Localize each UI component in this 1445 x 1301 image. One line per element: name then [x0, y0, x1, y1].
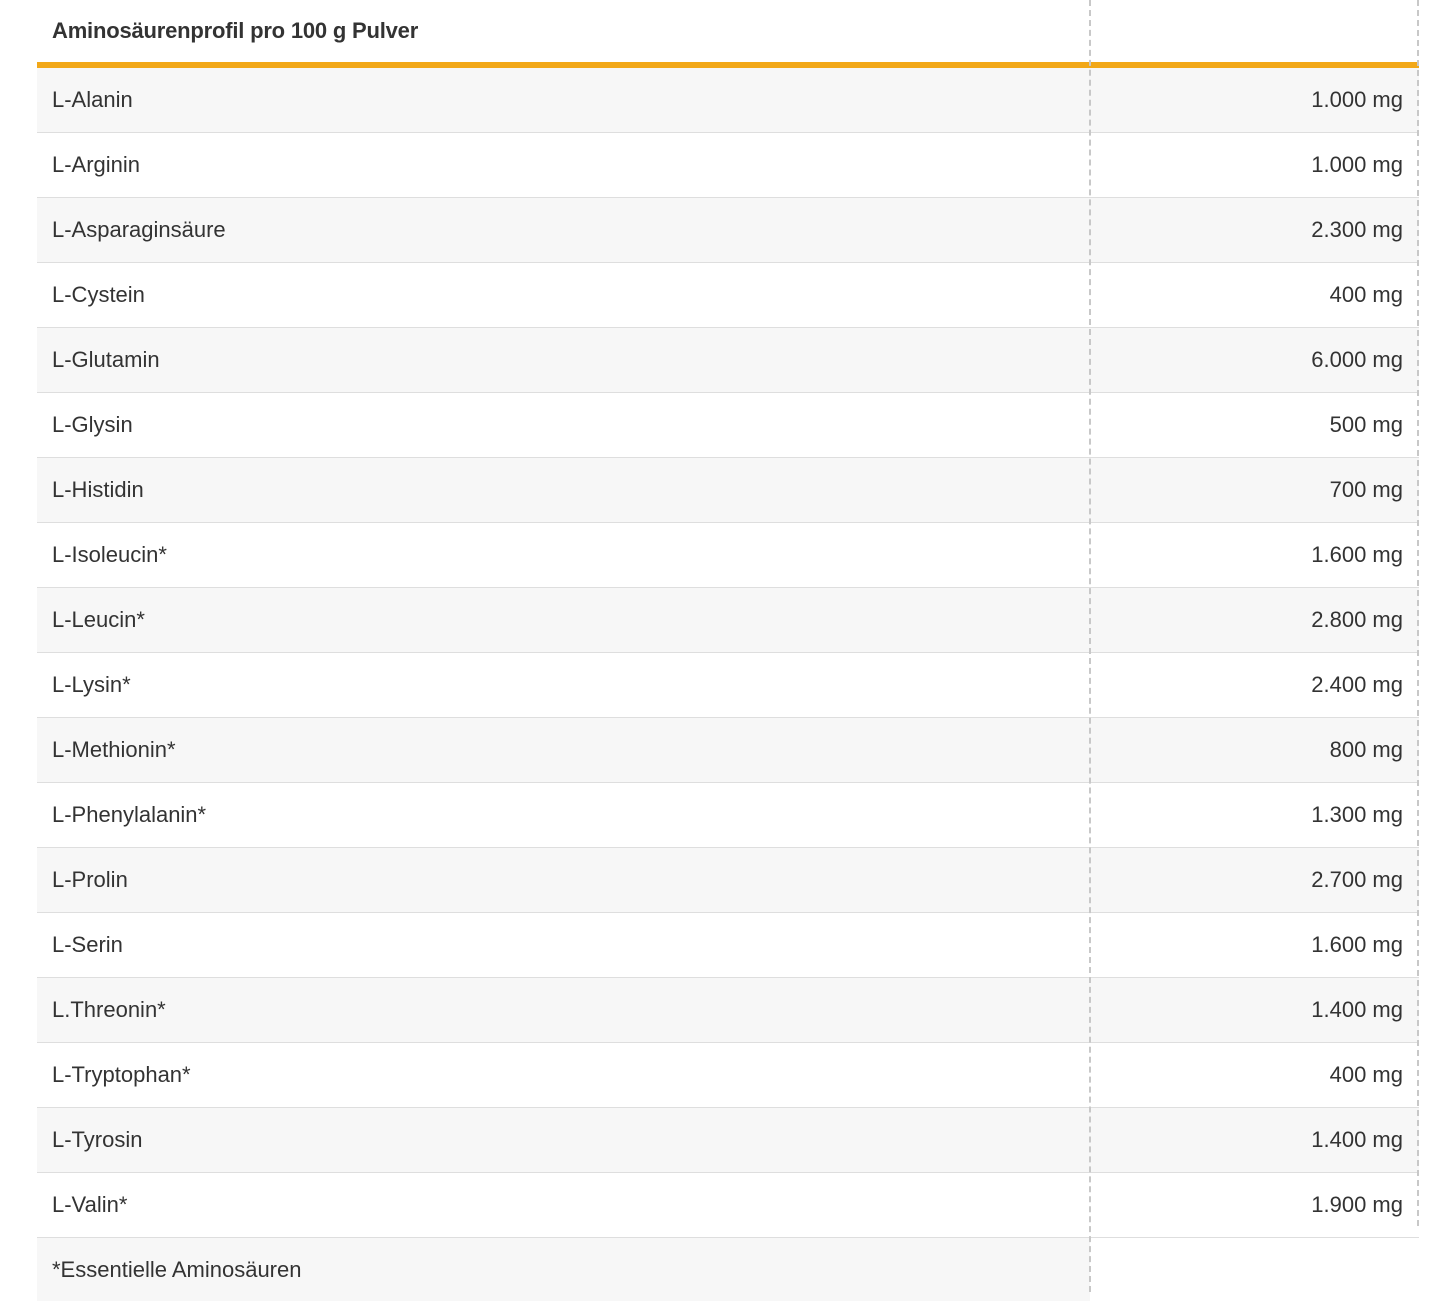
amino-acid-name: L-Alanin [52, 87, 133, 112]
footnote: *Essentielle Aminosäuren [52, 1257, 302, 1282]
table-row [37, 718, 1419, 783]
amino-acid-name: L-Glutamin [52, 347, 160, 372]
table-row [37, 393, 1419, 458]
amino-acid-name: L-Prolin [52, 867, 128, 892]
table-row [37, 328, 1419, 393]
amino-acid-amount: 6.000 mg [1311, 347, 1403, 372]
amino-acid-table [37, 0, 1419, 1301]
amino-acid-amount: 500 mg [1329, 412, 1403, 437]
amino-acid-amount: 2.800 mg [1311, 607, 1403, 632]
amino-acid-name: L-Glysin [52, 412, 133, 437]
amino-acid-name: L-Isoleucin* [52, 542, 167, 567]
table-body [37, 68, 1419, 1238]
amino-acid-name: L-Tryptophan* [52, 1062, 191, 1087]
amino-acid-name: L-Valin* [52, 1192, 128, 1217]
table-row [37, 588, 1419, 653]
amino-acid-amount: 1.600 mg [1311, 542, 1403, 567]
amino-acid-name: L-Leucin* [52, 607, 145, 632]
amino-acid-amount: 2.700 mg [1311, 867, 1403, 892]
table-row [37, 1108, 1419, 1173]
column-divider-dashed [1089, 0, 1091, 1292]
table-row [37, 133, 1419, 198]
table-right-border-dashed [1417, 0, 1419, 1226]
table-row [37, 1173, 1419, 1238]
table-row [37, 653, 1419, 718]
amino-acid-name: L-Cystein [52, 282, 145, 307]
table-row [37, 848, 1419, 913]
amino-acid-amount: 1.300 mg [1311, 802, 1403, 827]
amino-acid-amount: 1.000 mg [1311, 87, 1403, 112]
amino-acid-amount: 400 mg [1329, 1062, 1403, 1087]
table-row [37, 68, 1419, 133]
amino-acid-name: L-Serin [52, 932, 123, 957]
amino-acid-amount: 1.400 mg [1311, 1127, 1403, 1152]
table-row [37, 523, 1419, 588]
table-row [37, 1043, 1419, 1108]
table-row [37, 458, 1419, 523]
table-title: Aminosäurenprofil pro 100 g Pulver [52, 18, 419, 43]
amino-acid-name: L-Histidin [52, 477, 144, 502]
amino-acid-amount: 1.900 mg [1311, 1192, 1403, 1217]
amino-acid-amount: 2.300 mg [1311, 217, 1403, 242]
table-header [37, 0, 1419, 68]
amino-acid-name: L-Lysin* [52, 672, 131, 697]
table-row [37, 783, 1419, 848]
amino-acid-name: L-Tyrosin [52, 1127, 143, 1152]
amino-acid-amount: 800 mg [1329, 737, 1403, 762]
amino-acid-name: L-Asparaginsäure [52, 217, 226, 242]
table-row [37, 913, 1419, 978]
amino-acid-amount: 1.600 mg [1311, 932, 1403, 957]
table-row [37, 978, 1419, 1043]
amino-acid-name: L-Arginin [52, 152, 141, 177]
amino-acid-name: L-Phenylalanin* [52, 802, 207, 827]
amino-acid-amount: 1.400 mg [1311, 997, 1403, 1022]
table-row [37, 263, 1419, 328]
amino-acid-name: L-Methionin* [52, 737, 176, 762]
amino-acid-amount: 1.000 mg [1311, 152, 1403, 177]
amino-acid-amount: 700 mg [1329, 477, 1403, 502]
table-row [37, 198, 1419, 263]
amino-acid-amount: 2.400 mg [1311, 672, 1403, 697]
amino-acid-amount: 400 mg [1329, 282, 1403, 307]
amino-acid-name: L.Threonin* [52, 997, 166, 1022]
